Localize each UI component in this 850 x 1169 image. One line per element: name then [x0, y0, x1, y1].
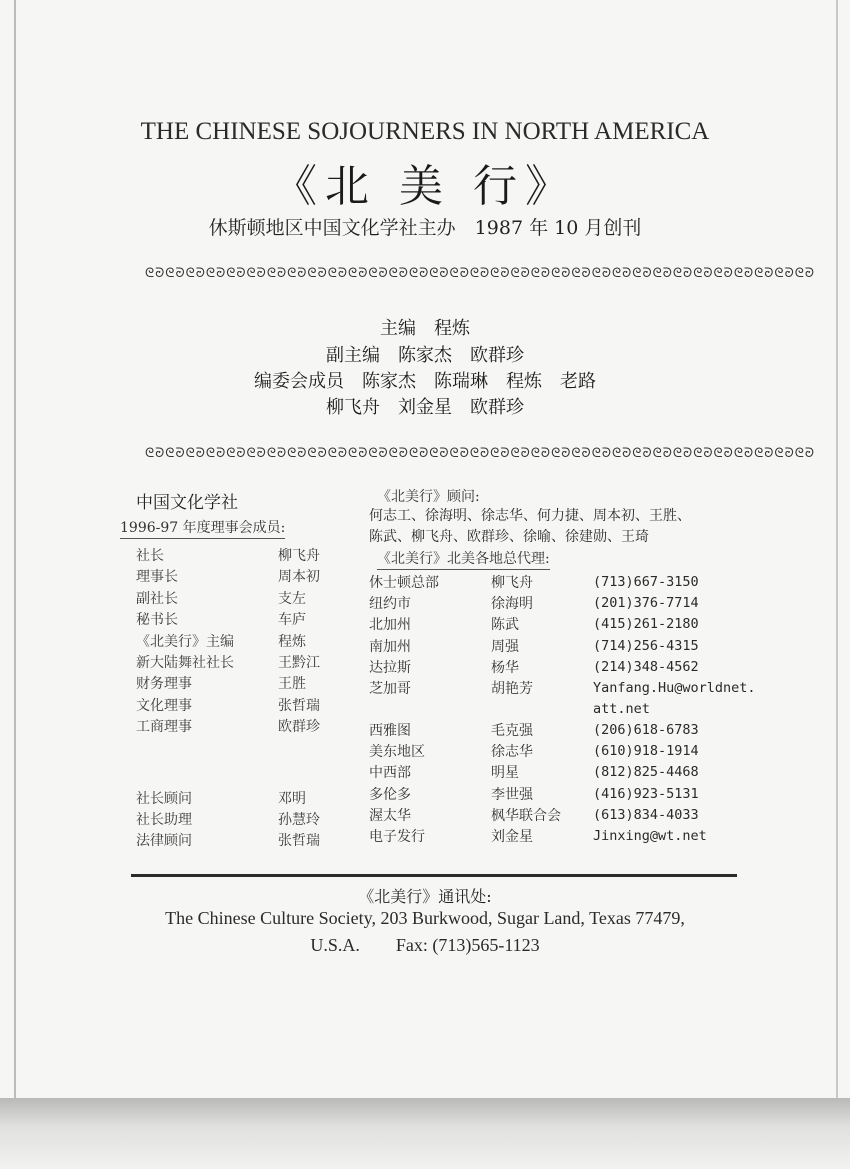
- consultants-line-1: 何志工、徐海明、徐志华、何力捷、周本初、王胜、: [369, 508, 691, 524]
- board-role: 秘书长: [136, 612, 178, 629]
- agent-contact: (415)261-2180: [593, 616, 699, 633]
- board-person: 周本初: [278, 569, 320, 586]
- board-heading: 1996-97 年度理事会成员:: [120, 517, 285, 539]
- chinese-title: 《北 美 行》: [273, 161, 577, 212]
- agent-contact: (214)348-4562: [593, 658, 699, 675]
- agent-row: [369, 593, 789, 614]
- agent-name: 枫华联合会: [491, 807, 561, 824]
- board-person: 程炼: [278, 633, 306, 650]
- board-role: 新大陆舞社社长: [136, 654, 234, 671]
- agent-row: [369, 741, 789, 762]
- agent-region: 西雅图: [369, 722, 411, 739]
- board-person: 张哲瑞: [278, 697, 320, 714]
- agent-row: [369, 572, 789, 593]
- board-role: 财务理事: [136, 676, 192, 693]
- board-role: 副社长: [136, 590, 178, 607]
- agent-region: 渥太华: [369, 807, 411, 824]
- consultants-agents-column: [369, 486, 789, 847]
- agent-name: 明星: [491, 765, 519, 782]
- advisor-person: 邓明: [278, 790, 306, 807]
- consultants-heading: 《北美行》顾问:: [377, 489, 480, 505]
- agent-name: 陈武: [491, 617, 519, 634]
- board-person: 王胜: [278, 676, 306, 693]
- advisor-role: 法律顾问: [136, 833, 192, 850]
- agent-contact: (416)923-5131: [593, 785, 699, 802]
- address-line-2: U.S.A. Fax: (713)565-1123: [310, 935, 540, 955]
- board-role: 文化理事: [136, 697, 192, 714]
- advisor-role: 社长助理: [136, 811, 192, 828]
- board-row: [120, 609, 360, 630]
- advisor-row: [120, 788, 360, 809]
- board-person: 王黔江: [278, 654, 320, 671]
- agent-row: [369, 805, 789, 826]
- consultants-line-2: 陈武、柳飞舟、欧群珍、徐喻、徐建勋、王琦: [369, 529, 649, 545]
- agent-region: 休士顿总部: [369, 575, 439, 591]
- agent-name: 杨华: [491, 659, 519, 676]
- society-board-column: [120, 488, 360, 852]
- advisor-row: [120, 830, 360, 851]
- agent-contact: (201)376-7714: [593, 595, 699, 612]
- board-person: 柳飞舟: [278, 548, 320, 564]
- agent-region: 达拉斯: [369, 659, 411, 676]
- agent-region: 美东地区: [369, 744, 425, 761]
- agent-name: 徐志华: [491, 744, 533, 761]
- agent-contact: (812)825-4468: [593, 764, 699, 781]
- english-title: THE CHINESE SOJOURNERS IN NORTH AMERICA: [140, 118, 710, 145]
- page-bottom-edge: [0, 1098, 850, 1169]
- agent-name: 李世强: [491, 786, 533, 803]
- agents-heading: 《北美行》北美各地总代理:: [377, 548, 550, 570]
- address-heading: 《北美行》通讯处:: [358, 887, 492, 906]
- agent-list: [369, 572, 789, 847]
- advisor-person: 孙慧玲: [278, 811, 320, 828]
- agent-row: [369, 762, 789, 783]
- board-row: [120, 673, 360, 694]
- agent-contact: (613)834-4033: [593, 806, 699, 823]
- agent-email: Yanfang.Hu@worldnet.att.net: [593, 679, 756, 717]
- board-role: 理事长: [136, 569, 178, 586]
- agent-region: 多伦多: [369, 786, 411, 803]
- agent-region: 纽约市: [369, 596, 411, 613]
- address-line-1: The Chinese Culture Society, 203 Burkwood, Sugar Land, Texas 77479,: [165, 908, 685, 928]
- board-role: 工商理事: [136, 719, 192, 736]
- agent-region: 北加州: [369, 617, 411, 634]
- agent-row: [369, 720, 789, 741]
- agent-row: [369, 678, 789, 720]
- board-row: [120, 716, 360, 737]
- agent-contact: (714)256-4315: [593, 637, 699, 654]
- agent-name: 徐海明: [491, 596, 533, 613]
- agent-name: 周强: [491, 638, 519, 655]
- board-member-list: [120, 545, 360, 738]
- agent-region: 芝加哥: [369, 680, 411, 697]
- agent-contact: (610)918-1914: [593, 743, 699, 760]
- advisor-row: [120, 809, 360, 830]
- board-row: [120, 652, 360, 673]
- board-role: 社长: [136, 548, 164, 564]
- agent-name: 毛克强: [491, 722, 533, 739]
- committee-line-1: 编委会成员 陈家杰 陈瑞琳 程炼 老路: [254, 371, 596, 392]
- publication-subtitle: 休斯顿地区中国文化学社主办 1987 年 10 月创刊: [208, 217, 642, 239]
- agent-region: 电子发行: [369, 828, 425, 845]
- agent-region: 中西部: [369, 765, 411, 782]
- board-role: 《北美行》主编: [136, 633, 234, 650]
- horizontal-rule: [131, 874, 737, 877]
- ornament-divider-top: ᘓᘒᘓᘒᘓᘒᘓᘒᘓᘒᘓᘒᘓᘒᘓᘒᘓᘒᘓᘒᘓᘒᘓᘒᘓᘒᘓᘒᘓᘒᘓᘒᘓᘒᘓᘒᘓᘒᘓᘒᘓᘒᘓᘒᘓᘒᘓᘒᘓᘒᘓᘒᘓᘒᘓᘒᘓᘒᘓᘒᘓᘒᘓᘒᘓᘒ: [145, 266, 816, 281]
- board-person: 欧群珍: [278, 719, 320, 736]
- spacer: [120, 738, 360, 788]
- board-row: [120, 695, 360, 716]
- board-row: [120, 545, 360, 566]
- agent-contact: (206)618-6783: [593, 721, 699, 738]
- agent-name: 刘金星: [491, 828, 533, 845]
- committee-line-2: 柳飞舟 刘金星 欧群珍: [326, 397, 524, 418]
- advisor-role: 社长顾问: [136, 790, 192, 807]
- board-row: [120, 588, 360, 609]
- board-row: [120, 631, 360, 652]
- society-advisor-list: [120, 788, 360, 852]
- ornament-divider-bottom: ᘓᘒᘓᘒᘓᘒᘓᘒᘓᘒᘓᘒᘓᘒᘓᘒᘓᘒᘓᘒᘓᘒᘓᘒᘓᘒᘓᘒᘓᘒᘓᘒᘓᘒᘓᘒᘓᘒᘓᘒᘓᘒᘓᘒᘓᘒᘓᘒᘓᘒᘓᘒᘓᘒᘓᘒᘓᘒᘓᘒᘓᘒᘓᘒᘓᘒ: [145, 446, 816, 461]
- board-row: [120, 566, 360, 587]
- agent-name: 胡艳芳: [491, 680, 533, 697]
- agent-contact: (713)667-3150: [593, 574, 699, 590]
- agent-row: [369, 636, 789, 657]
- agent-row: [369, 784, 789, 805]
- agent-row: [369, 614, 789, 635]
- agent-region: 南加州: [369, 638, 411, 655]
- agent-email: Jinxing@wt.net: [593, 827, 707, 844]
- advisor-person: 张哲瑞: [278, 833, 320, 850]
- board-person: 支左: [278, 590, 306, 607]
- chief-editor-line: 主编 程炼: [380, 318, 470, 339]
- deputy-editor-line: 副主编 陈家杰 欧群珍: [326, 345, 524, 366]
- board-person: 车庐: [278, 612, 306, 629]
- agent-row: [369, 826, 789, 847]
- society-name: 中国文化学社: [136, 493, 238, 513]
- agent-row: [369, 657, 789, 678]
- agent-name: 柳飞舟: [491, 575, 533, 591]
